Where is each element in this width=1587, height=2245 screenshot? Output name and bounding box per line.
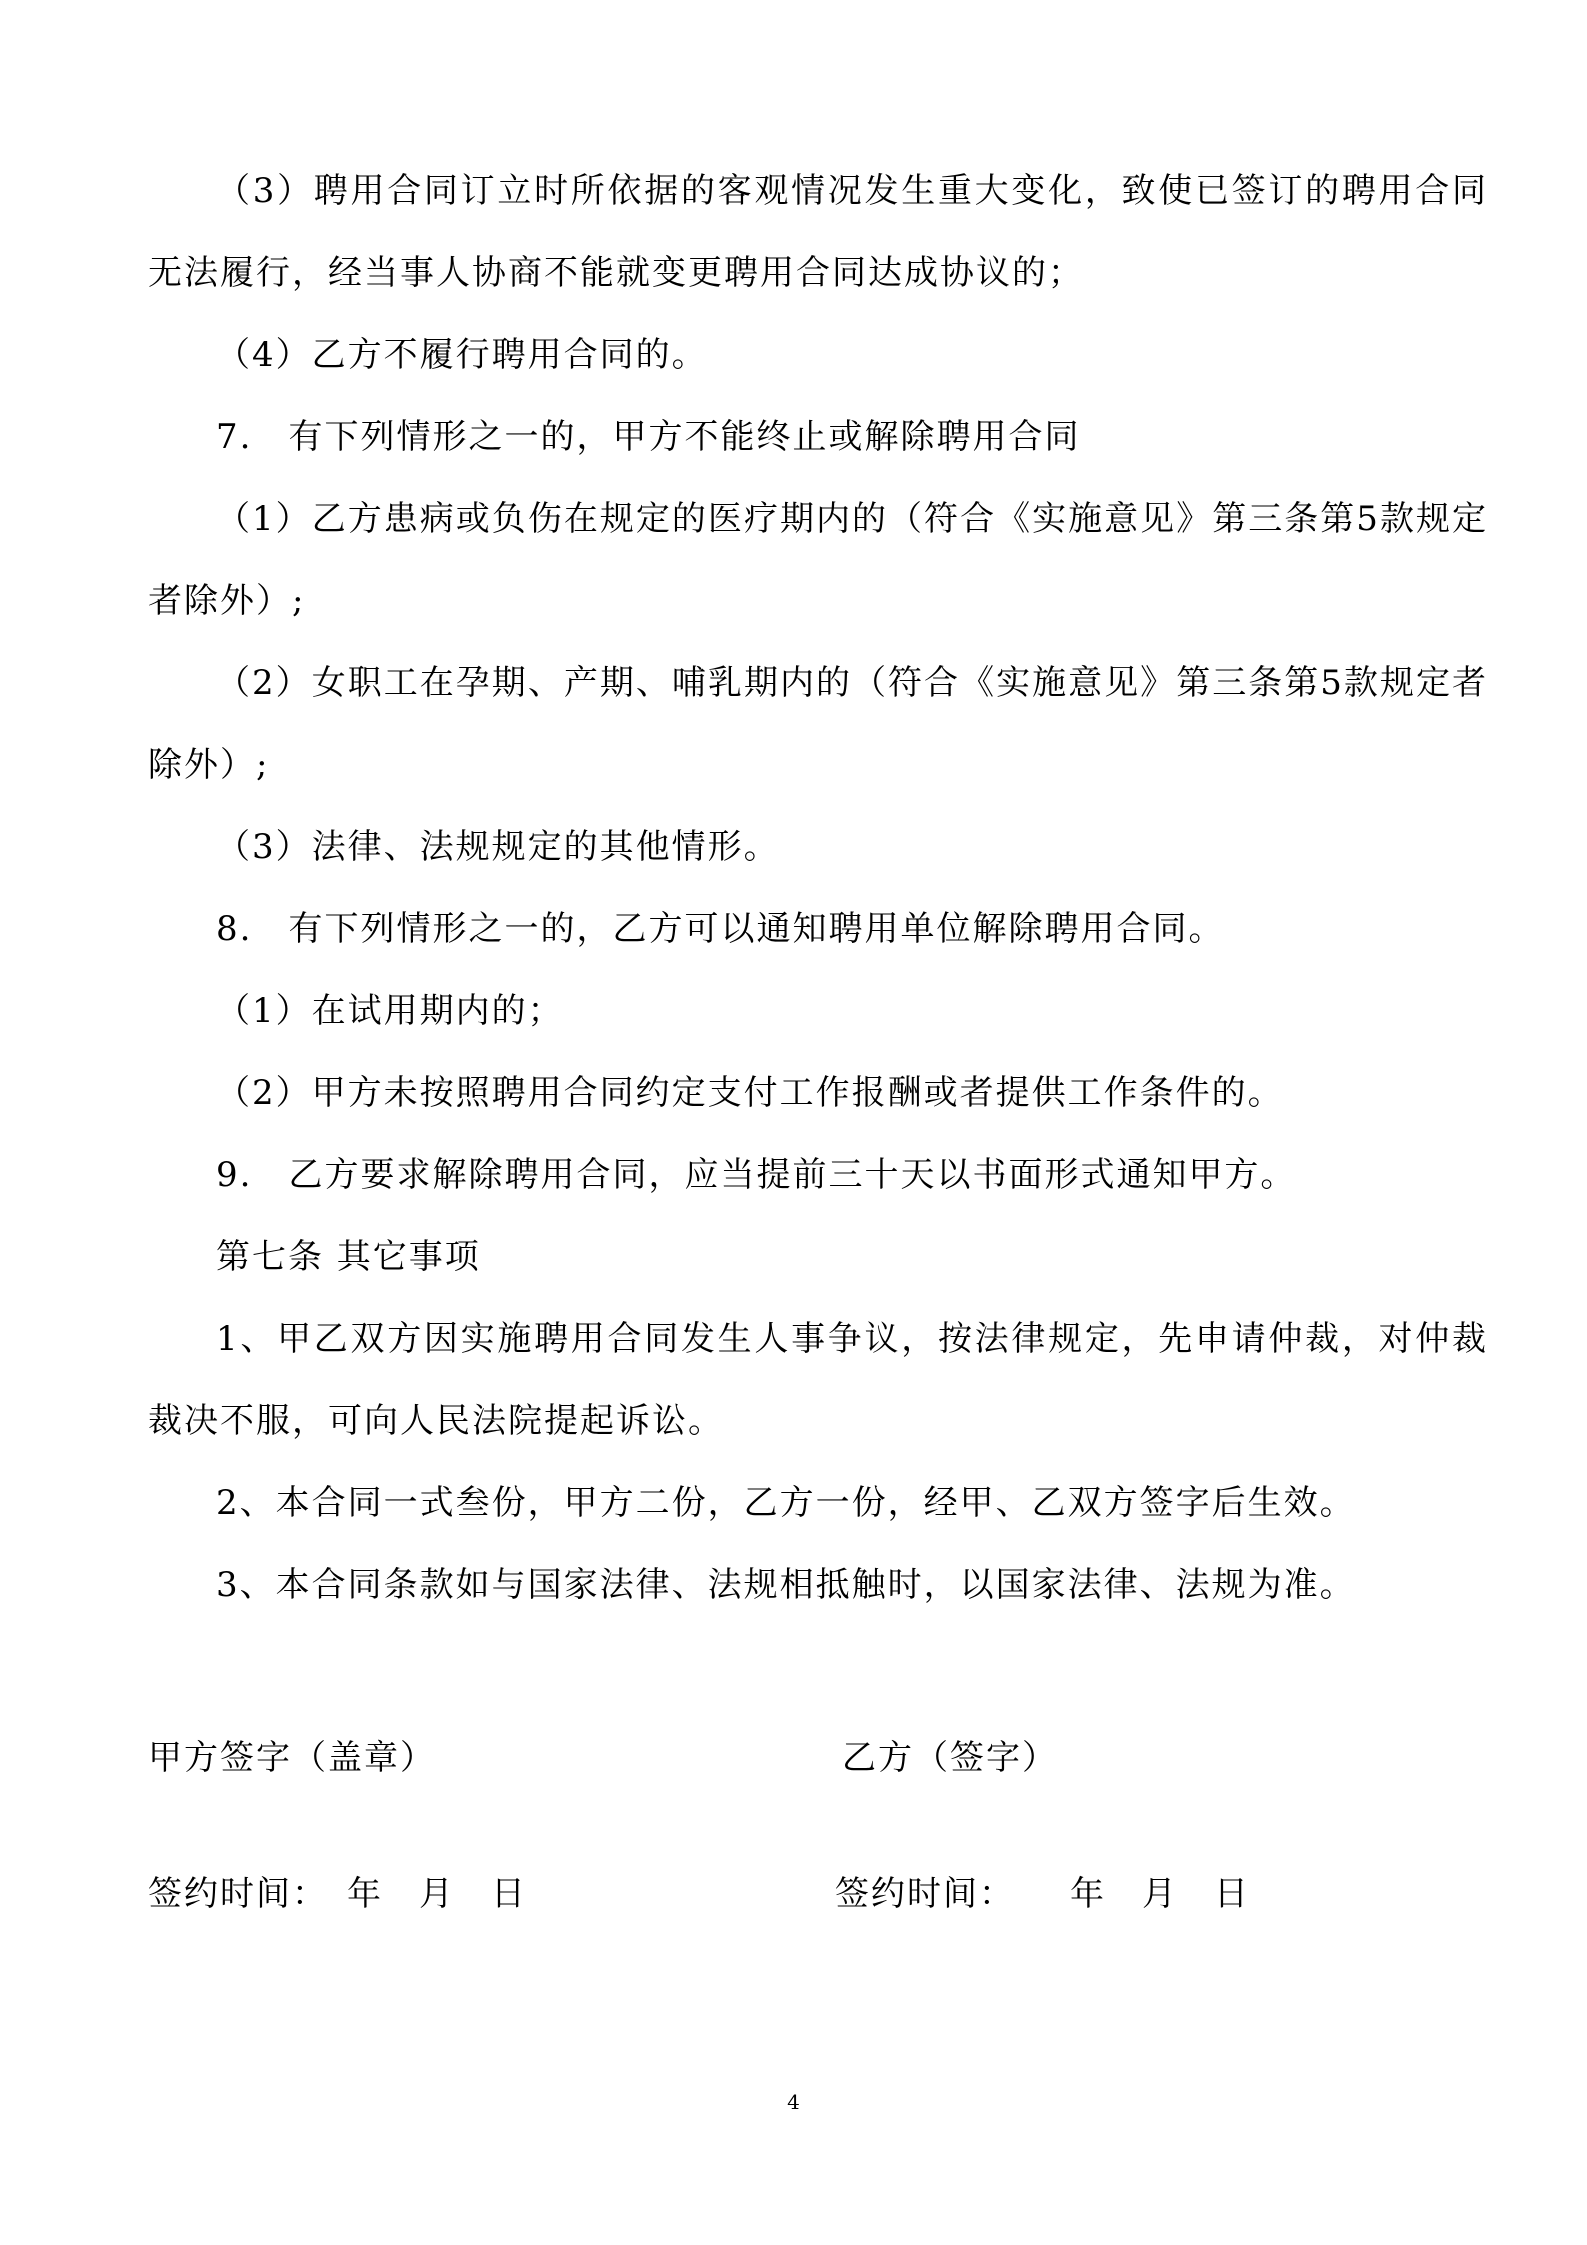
clause-7-item-3: （3）法律、法规规定的其他情形。 xyxy=(216,827,780,867)
party-a-sign-date: 签约时间： 年 月 日 xyxy=(148,1874,527,1914)
clause-6-item-4: （4）乙方不履行聘用合同的。 xyxy=(216,335,708,375)
article-7-item-2: 2、本合同一式叁份，甲方二份，乙方一份，经甲、乙双方签字后生效。 xyxy=(216,1483,1356,1523)
page-number: 4 xyxy=(787,2090,800,2114)
article-7-item-3: 3、本合同条款如与国家法律、法规相抵触时，以国家法律、法规为准。 xyxy=(216,1565,1356,1605)
article-7-item-1: 1、甲乙双方因实施聘用合同发生人事争议，按法律规定，先申请仲裁，对仲裁裁决不服，可向人民法院提起诉讼。 xyxy=(148,1319,1488,1441)
party-b-signature-label: 乙方（签字） xyxy=(842,1738,1058,1778)
party-b-sign-date: 签约时间： 年 月 日 xyxy=(835,1874,1250,1914)
clause-8-item-1: （1）在试用期内的； xyxy=(216,991,564,1031)
clause-7-item-1: （1）乙方患病或负伤在规定的医疗期内的（符合《实施意见》第三条第5款规定者除外）; xyxy=(148,499,1488,621)
contract-body xyxy=(148,150,1488,1626)
clause-6-item-3: （3）聘用合同订立时所依据的客观情况发生重大变化，致使已签订的聘用合同无法履行，经当事人协商不能就变更聘用合同达成协议的； xyxy=(148,171,1488,293)
clause-8-heading: 8. 有下列情形之一的，乙方可以通知聘用单位解除聘用合同。 xyxy=(216,909,1225,949)
clause-7-item-2: （2）女职工在孕期、产期、哺乳期内的（符合《实施意见》第三条第5款规定者除外）; xyxy=(148,663,1488,785)
article-7-title: 第七条 其它事项 xyxy=(216,1237,481,1277)
clause-7-heading: 7. 有下列情形之一的，甲方不能终止或解除聘用合同 xyxy=(216,417,1081,457)
clause-9: 9. 乙方要求解除聘用合同，应当提前三十天以书面形式通知甲方。 xyxy=(216,1155,1297,1195)
clause-8-item-2: （2）甲方未按照聘用合同约定支付工作报酬或者提供工作条件的。 xyxy=(216,1073,1284,1113)
party-a-signature-label: 甲方签字（盖章） xyxy=(148,1738,436,1778)
